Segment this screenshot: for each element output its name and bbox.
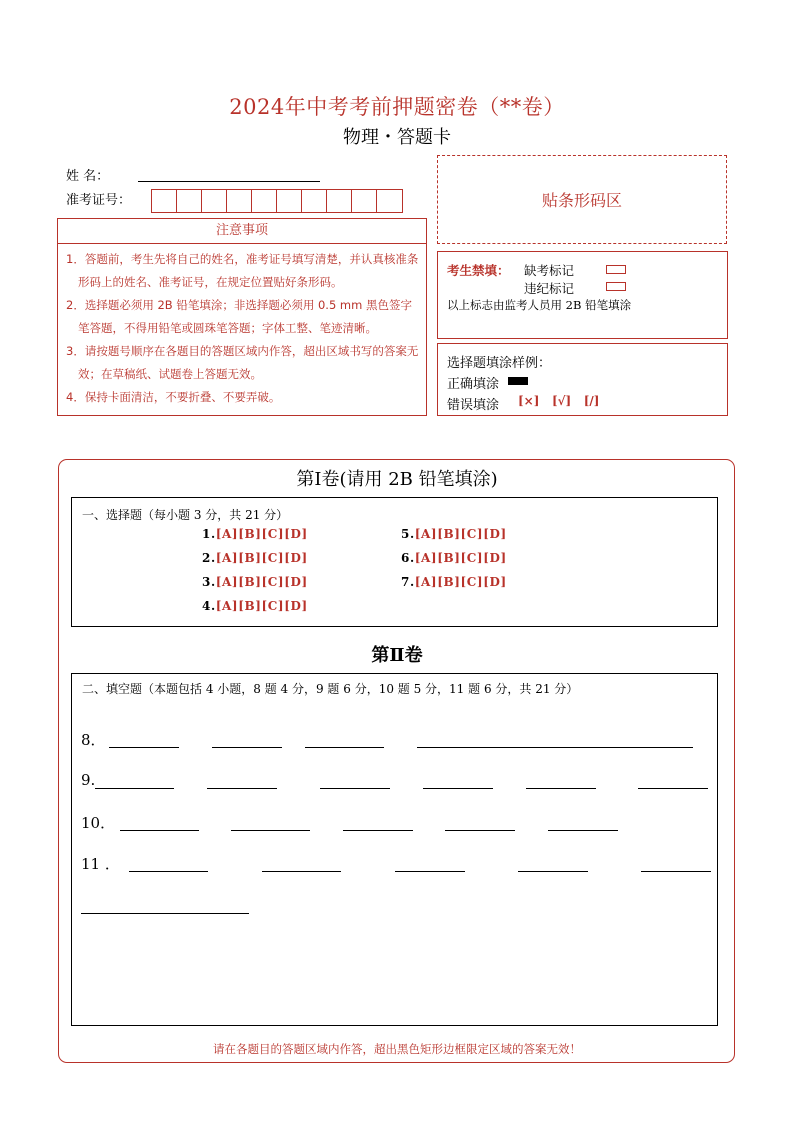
mc-question-row[interactable]	[202, 575, 308, 589]
q8-blank[interactable]	[417, 746, 693, 748]
page-subtitle: 物理・答题卡	[343, 127, 451, 148]
q8-label: 8．	[81, 731, 106, 749]
filled-mark-icon	[508, 377, 528, 385]
q8-blank[interactable]	[212, 746, 282, 748]
id-digit-box[interactable]	[327, 190, 352, 212]
notice-item: 2．选择题必须用 2B 铅笔填涂；非选择题必须用 0.5 mm 黑色签字笔答题，不得用铅笔或圆珠笔答题；字体工整、笔迹清晰。	[66, 298, 412, 335]
q8-blank[interactable]	[305, 746, 384, 748]
answer-options[interactable]: [A][B][C][D]	[215, 527, 308, 541]
notice-heading: 注意事项	[58, 219, 426, 244]
mc-question-row[interactable]	[401, 527, 507, 541]
barcode-label: 贴条形码区	[541, 191, 622, 210]
multiple-choice-box	[71, 497, 718, 627]
q9-blank[interactable]	[423, 787, 493, 789]
q9-blank[interactable]	[95, 787, 174, 789]
q11-blank[interactable]	[262, 870, 341, 872]
notice-item: 4．保持卡面清洁，不要折叠、不要弄破。	[66, 390, 281, 404]
fill-section-label: 二、填空题（本题包括 4 小题，8 题 4 分，9 题 6 分，10 题 5 分，11 题 6 分，共 21 分）	[82, 682, 579, 696]
violation-label: 违纪标记	[524, 281, 575, 296]
q9-blank[interactable]	[320, 787, 390, 789]
mc-section-label: 一、选择题（每小题 3 分，共 21 分）	[82, 508, 289, 522]
answer-options[interactable]: [A][B][C][D]	[414, 527, 507, 541]
sample-box	[437, 343, 728, 416]
id-digit-box[interactable]	[352, 190, 377, 212]
page-title: 2024年中考考前押题密卷（**卷）	[229, 95, 565, 119]
question-number: 1.	[202, 527, 216, 541]
forbidden-note: 以上标志由监考人员用 2B 铅笔填涂	[447, 298, 632, 312]
id-label: 准考证号：	[66, 193, 132, 208]
id-digit-box[interactable]	[177, 190, 202, 212]
id-digit-box[interactable]	[252, 190, 277, 212]
q11-blank[interactable]	[518, 870, 588, 872]
answer-options[interactable]: [A][B][C][D]	[215, 551, 308, 565]
q11-blank[interactable]	[395, 870, 465, 872]
q10-blank[interactable]	[231, 829, 310, 831]
q9-blank[interactable]	[207, 787, 277, 789]
q9-blank[interactable]	[526, 787, 596, 789]
name-field[interactable]	[138, 180, 320, 182]
q10-blank[interactable]	[120, 829, 199, 831]
id-digit-box[interactable]	[377, 190, 402, 212]
q10-blank[interactable]	[343, 829, 413, 831]
question-number: 2.	[202, 551, 216, 565]
part2-title: 第Ⅱ卷	[371, 645, 423, 666]
id-digit-box[interactable]	[227, 190, 252, 212]
sample-heading: 选择题填涂样例：	[447, 356, 552, 371]
q11-blank[interactable]	[129, 870, 208, 872]
wrong-marks: [×] [√] [/]	[518, 394, 600, 408]
correct-label: 正确填涂	[447, 377, 500, 392]
q10-blank[interactable]	[548, 829, 618, 831]
id-number-boxes[interactable]	[151, 189, 403, 213]
mc-question-row[interactable]	[401, 575, 507, 589]
question-number: 7.	[401, 575, 415, 589]
absent-mark-box[interactable]	[606, 265, 626, 274]
q11-label: 11 ．	[81, 855, 120, 873]
notice-box	[57, 218, 427, 416]
question-number: 4.	[202, 599, 216, 613]
answer-options[interactable]: [A][B][C][D]	[215, 575, 308, 589]
name-label: 姓 名：	[66, 169, 110, 184]
q11-blank[interactable]	[81, 912, 249, 914]
question-number: 6.	[401, 551, 415, 565]
fill-in-box	[71, 673, 718, 1026]
mc-question-row[interactable]	[202, 599, 308, 613]
question-number: 3.	[202, 575, 216, 589]
q9-blank[interactable]	[638, 787, 708, 789]
q9-label: 9.	[81, 771, 96, 789]
forbidden-box	[437, 251, 728, 339]
mc-question-row[interactable]	[401, 551, 507, 565]
forbidden-label: 考生禁填：	[447, 263, 510, 278]
question-number: 5.	[401, 527, 415, 541]
q8-blank[interactable]	[109, 746, 179, 748]
violation-mark-box[interactable]	[606, 282, 626, 291]
id-digit-box[interactable]	[152, 190, 177, 212]
part1-title: 第Ⅰ卷(请用 2B 铅笔填涂)	[296, 469, 498, 490]
absent-label: 缺考标记	[524, 263, 575, 278]
mc-question-row[interactable]	[202, 551, 308, 565]
q11-blank[interactable]	[641, 870, 711, 872]
notice-item: 1．答题前，考生先将自己的姓名，准考证号填写清楚，并认真核准条形码上的姓名、准考证号，在规定位置贴好条形码。	[66, 252, 419, 289]
q10-blank[interactable]	[445, 829, 515, 831]
q10-label: 10．	[81, 814, 116, 832]
footer-warning: 请在各题目的答题区域内作答，超出黑色矩形边框限定区域的答案无效！	[213, 1042, 581, 1056]
answer-options[interactable]: [A][B][C][D]	[414, 551, 507, 565]
id-digit-box[interactable]	[202, 190, 227, 212]
id-digit-box[interactable]	[302, 190, 327, 212]
wrong-label: 错误填涂	[447, 398, 500, 413]
notice-item: 3．请按题号顺序在各题目的答题区域内作答，超出区域书写的答案无效；在草稿纸、试题卷上答题无效。	[66, 344, 419, 381]
mc-question-row[interactable]	[202, 527, 308, 541]
id-digit-box[interactable]	[277, 190, 302, 212]
answer-options[interactable]: [A][B][C][D]	[215, 599, 308, 613]
answer-options[interactable]: [A][B][C][D]	[414, 575, 507, 589]
barcode-area	[437, 155, 727, 244]
